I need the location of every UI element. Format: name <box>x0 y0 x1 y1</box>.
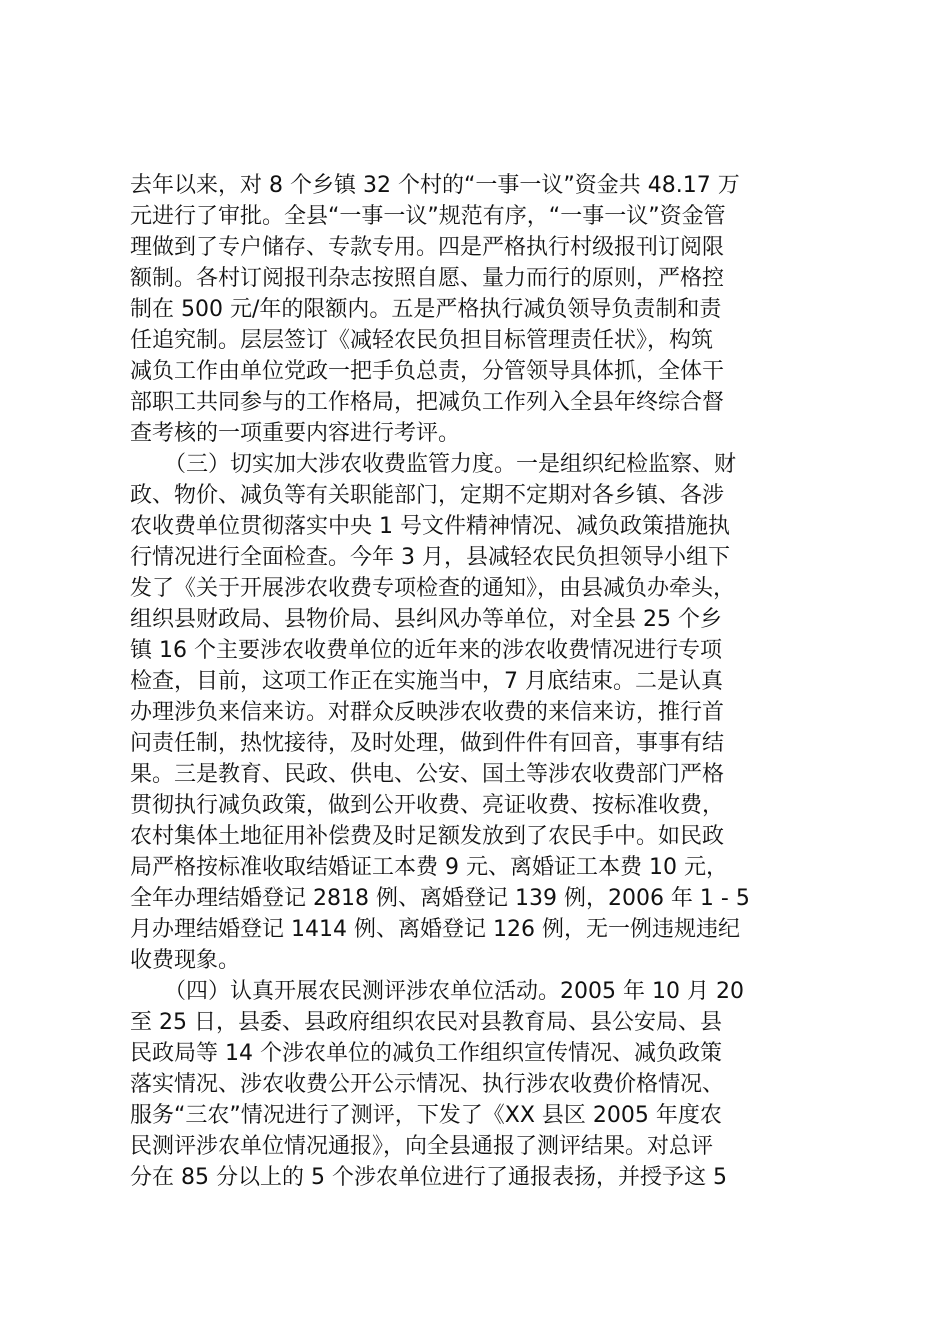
text-line: 发了《关于开展涉农收费专项检查的通知》，由县减负办牵头， <box>130 576 736 601</box>
text-line: 农村集体土地征用补偿费及时足额发放到了农民手中。如民政 <box>130 824 725 849</box>
text-line: 镇 16 个主要涉农收费单位的近年来的涉农收费情况进行专项 <box>130 638 722 663</box>
text-line: 农收费单位贯彻落实中央 1 号文件精神情况、减负政策措施执 <box>130 514 730 539</box>
text-line: 至 25 日，县委、县政府组织农民对县教育局、县公安局、县 <box>130 1010 722 1035</box>
text-line: 查考核的一项重要内容进行考评。 <box>130 421 461 446</box>
text-line: 果。三是教育、民政、供电、公安、国土等涉农收费部门严格 <box>130 762 725 787</box>
text-line: 额制。各村订阅报刊杂志按照自愿、量力而行的原则，严格控 <box>130 266 725 291</box>
paragraph-start-line: （三）切实加大涉农收费监管力度。一是组织纪检监察、财 <box>164 452 737 477</box>
text-line: 民政局等 14 个涉农单位的减负工作组织宣传情况、减负政策 <box>130 1041 722 1066</box>
text-line: 落实情况、涉农收费公开公示情况、执行涉农收费价格情况、 <box>130 1072 725 1097</box>
text-line: 收费现象。 <box>130 948 241 973</box>
body-text <box>130 170 840 1193</box>
text-line: 政、物价、减负等有关职能部门，定期不定期对各乡镇、各涉 <box>130 483 725 508</box>
text-line: 问责任制，热忱接待，及时处理，做到件件有回音，事事有结 <box>130 731 725 756</box>
text-line: 理做到了专户储存、专款专用。四是严格执行村级报刊订阅限 <box>130 235 725 260</box>
text-line: 局严格按标准收取结婚证工本费 9 元、离婚证工本费 10 元， <box>130 855 728 880</box>
text-line: 组织县财政局、县物价局、县纠风办等单位，对全县 25 个乡 <box>130 607 722 632</box>
text-line: 月办理结婚登记 1414 例、离婚登记 126 例，无一例违规违纪 <box>130 917 740 942</box>
text-line: 办理涉负来信来访。对群众反映涉农收费的来信来访，推行首 <box>130 700 725 725</box>
text-line: 贯彻执行减负政策，做到公开收费、亮证收费、按标准收费， <box>130 793 725 818</box>
paragraph-start-line: （四）认真开展农民测评涉农单位活动。2005 年 10 月 20 <box>164 979 744 1004</box>
text-line: 检查，目前，这项工作正在实施当中，7 月底结束。二是认真 <box>130 669 723 694</box>
text-line: 分在 85 分以上的 5 个涉农单位进行了通报表扬，并授予这 5 <box>130 1165 727 1190</box>
text-line: 部职工共同参与的工作格局，把减负工作列入全县年终综合督 <box>130 390 725 415</box>
text-line: 行情况进行全面检查。今年 3 月，县减轻农民负担领导小组下 <box>130 545 730 570</box>
text-line: 元进行了审批。全县“一事一议”规范有序，“一事一议”资金管 <box>130 204 726 229</box>
text-line: 减负工作由单位党政一把手负总责，分管领导具体抓，全体干 <box>130 359 725 384</box>
text-line: 去年以来，对 8 个乡镇 32 个村的“一事一议”资金共 48.17 万 <box>130 173 740 198</box>
text-line: 全年办理结婚登记 2818 例、离婚登记 139 例，2006 年 1 - 5 <box>130 886 750 911</box>
text-line: 民测评涉农单位情况通报》，向全县通报了测评结果。对总评 <box>130 1134 714 1159</box>
text-line: 任追究制。层层签订《减轻农民负担目标管理责任状》，构筑 <box>130 328 714 353</box>
text-line: 制在 500 元/年的限额内。五是严格执行减负领导负责制和责 <box>130 297 722 322</box>
text-line: 服务“三农”情况进行了测评，下发了《XX 县区 2005 年度农 <box>130 1103 722 1128</box>
